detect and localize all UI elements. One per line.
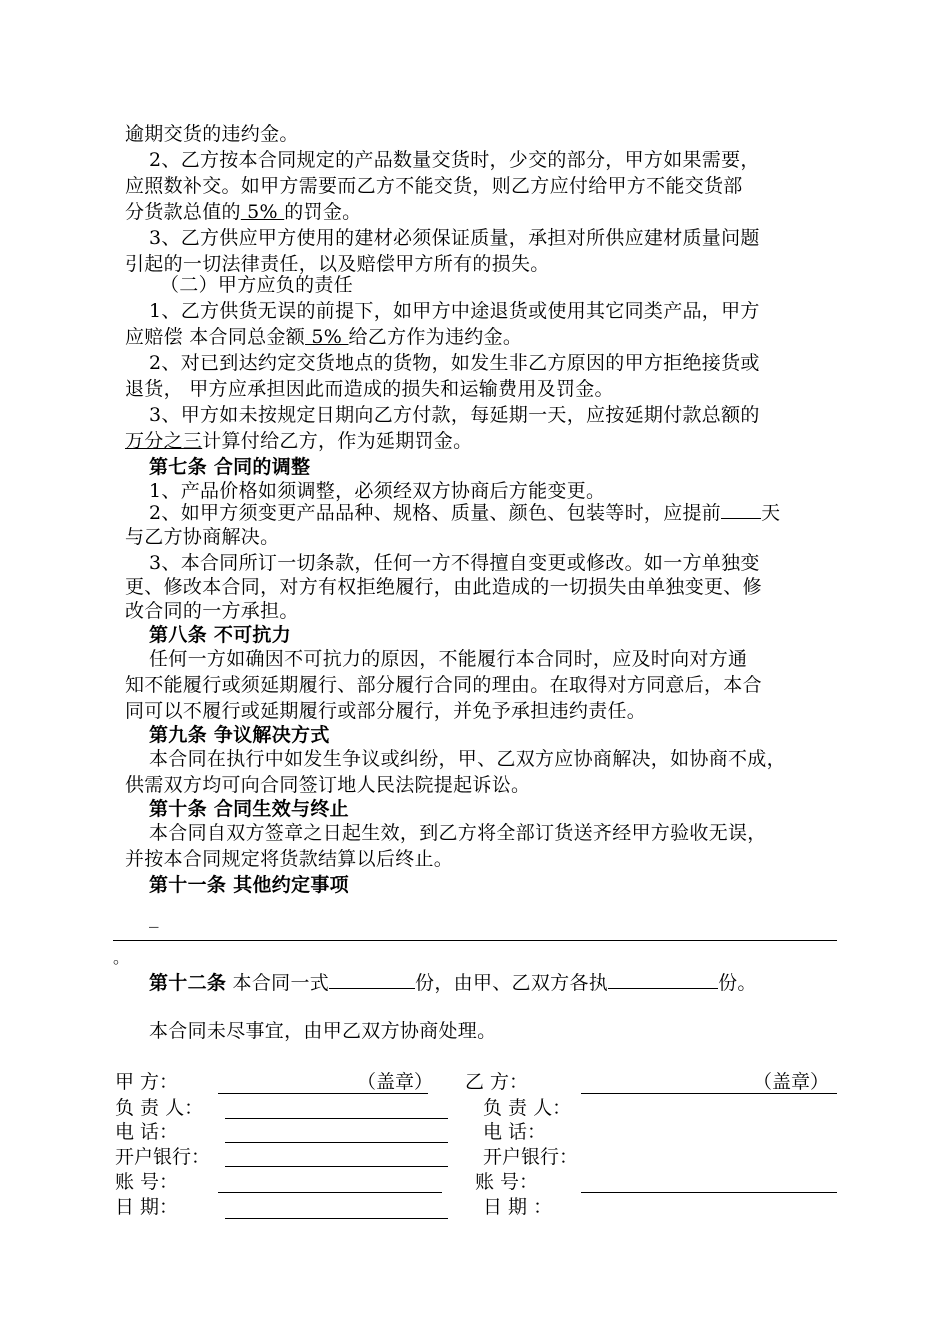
acct-b-field[interactable] — [581, 1192, 837, 1193]
text-line: 本合同自双方签章之日起生效，到乙方将全部订货送齐经甲方验收无误， — [149, 822, 767, 844]
text-line: 知不能履行或须延期履行、部分履行合同的理由。在取得对方同意后，本合 — [125, 674, 762, 696]
text-line: 2、如甲方须变更产品品种、规格、质量、颜色、包装等时，应提前 天 — [149, 502, 781, 524]
text-line: 并按本合同规定将货款结算以后终止。 — [125, 848, 454, 870]
bank-b-label: 开户银行： — [483, 1146, 579, 1168]
text-line: 3、甲方如未按规定日期向乙方付款，每延期一天，应按延期付款总额的 — [149, 404, 760, 426]
text-line: 供需双方均可向合同签订地人民法院提起诉讼。 — [125, 774, 531, 796]
text-line: 1、产品价格如须调整，必须经双方协商后方能变更。 — [149, 480, 606, 502]
text-line: 万分之三计算付给乙方，作为延期罚金。 — [125, 430, 473, 452]
text-line: 分货款总值的 5% 的罚金。 — [125, 201, 362, 223]
acct-a-field[interactable] — [218, 1192, 442, 1193]
date-a-field[interactable] — [225, 1218, 448, 1219]
tel-a-label: 电 话： — [115, 1121, 179, 1143]
resp-b-label: 负 责 人： — [483, 1097, 572, 1119]
text-line: 改合同的一方承担。 — [125, 600, 299, 622]
party-b-seal: （盖章） — [753, 1071, 830, 1093]
resp-a-label: 负 责 人： — [115, 1097, 204, 1119]
party-b-label: 乙 方： — [465, 1071, 529, 1093]
text-line: 3、本合同所订一切条款，任何一方不得擅自变更或修改。如一方单独变 — [149, 552, 760, 574]
text-line: 同可以不履行或延期履行或部分履行，并免予承担违约责任。 — [125, 700, 647, 722]
other-terms-line[interactable] — [113, 940, 837, 941]
text-line: 2、乙方按本合同规定的产品数量交货时，少交的部分，甲方如果需要， — [149, 149, 760, 171]
text-line: 本合同未尽事宜，由甲乙双方协商处理。 — [149, 1020, 497, 1042]
article-heading: 第十二条 — [149, 972, 227, 994]
resp-a-field[interactable] — [225, 1118, 448, 1119]
late-rate: 万分之三 — [125, 430, 203, 452]
text-line: 逾期交货的违约金。 — [125, 123, 299, 145]
bank-a-label: 开户银行： — [115, 1146, 211, 1168]
date-b-label: 日 期 ： — [483, 1196, 553, 1218]
each-copies-blank[interactable] — [608, 970, 718, 989]
days-blank[interactable] — [721, 500, 761, 519]
text-line: 任何一方如确因不可抗力的原因，不能履行本合同时，应及时向对方通 — [149, 648, 748, 670]
copies-blank[interactable] — [329, 970, 415, 989]
penalty-rate: 5% — [240, 201, 285, 223]
section-subtitle: （二）甲方应负的责任 — [160, 274, 354, 296]
text-line: 退货， 甲方应承担因此而造成的损失和运输费用及罚金。 — [125, 378, 614, 400]
text-line: 更、修改本合同，对方有权拒绝履行，由此造成的一切损失由单独变更、修 — [125, 576, 762, 598]
text-line: 1、乙方供货无误的前提下，如甲方中途退货或使用其它同类产品，甲方 — [149, 300, 760, 322]
text-line: 3、乙方供应甲方使用的建材必须保证质量，承担对所供应建材质量问题 — [149, 227, 760, 249]
bank-a-field[interactable] — [225, 1166, 448, 1167]
text-line: 与乙方协商解决。 — [125, 526, 280, 548]
acct-b-label: 账 号： — [475, 1171, 539, 1193]
blank-marker: _ — [149, 906, 159, 928]
text-line: 本合同在执行中如发生争议或纠纷，甲、乙双方应协商解决，如协商不成， — [149, 748, 786, 770]
text-line: 第十二条 本合同一式 份，由甲、乙双方各执 份。 — [149, 972, 757, 994]
date-a-label: 日 期： — [115, 1196, 179, 1218]
text-line: 引起的一切法律责任，以及赔偿甲方所有的损失。 — [125, 253, 550, 275]
text-line: 2、对已到达约定交货地点的货物，如发生非乙方原因的甲方拒绝接货或 — [149, 352, 760, 374]
article-heading: 第十条 合同生效与终止 — [149, 798, 349, 820]
article-heading: 第八条 不可抗力 — [149, 624, 292, 646]
article-heading: 第十一条 其他约定事项 — [149, 874, 349, 896]
tel-a-field[interactable] — [225, 1142, 448, 1143]
acct-a-label: 账 号： — [115, 1171, 179, 1193]
party-a-label: 甲 方： — [115, 1071, 179, 1093]
article-heading: 第九条 争议解决方式 — [149, 724, 330, 746]
article-heading: 第七条 合同的调整 — [149, 456, 311, 478]
period-mark: 。 — [113, 948, 130, 967]
text-line: 应赔偿 本合同总金额 5% 给乙方作为违约金。 — [125, 326, 523, 348]
party-a-seal: （盖章） — [357, 1071, 434, 1093]
text-line: 应照数补交。如甲方需要而乙方不能交货，则乙方应付给甲方不能交货部 — [125, 175, 743, 197]
penalty-rate: 5% — [305, 326, 349, 348]
tel-b-label: 电 话： — [483, 1121, 547, 1143]
